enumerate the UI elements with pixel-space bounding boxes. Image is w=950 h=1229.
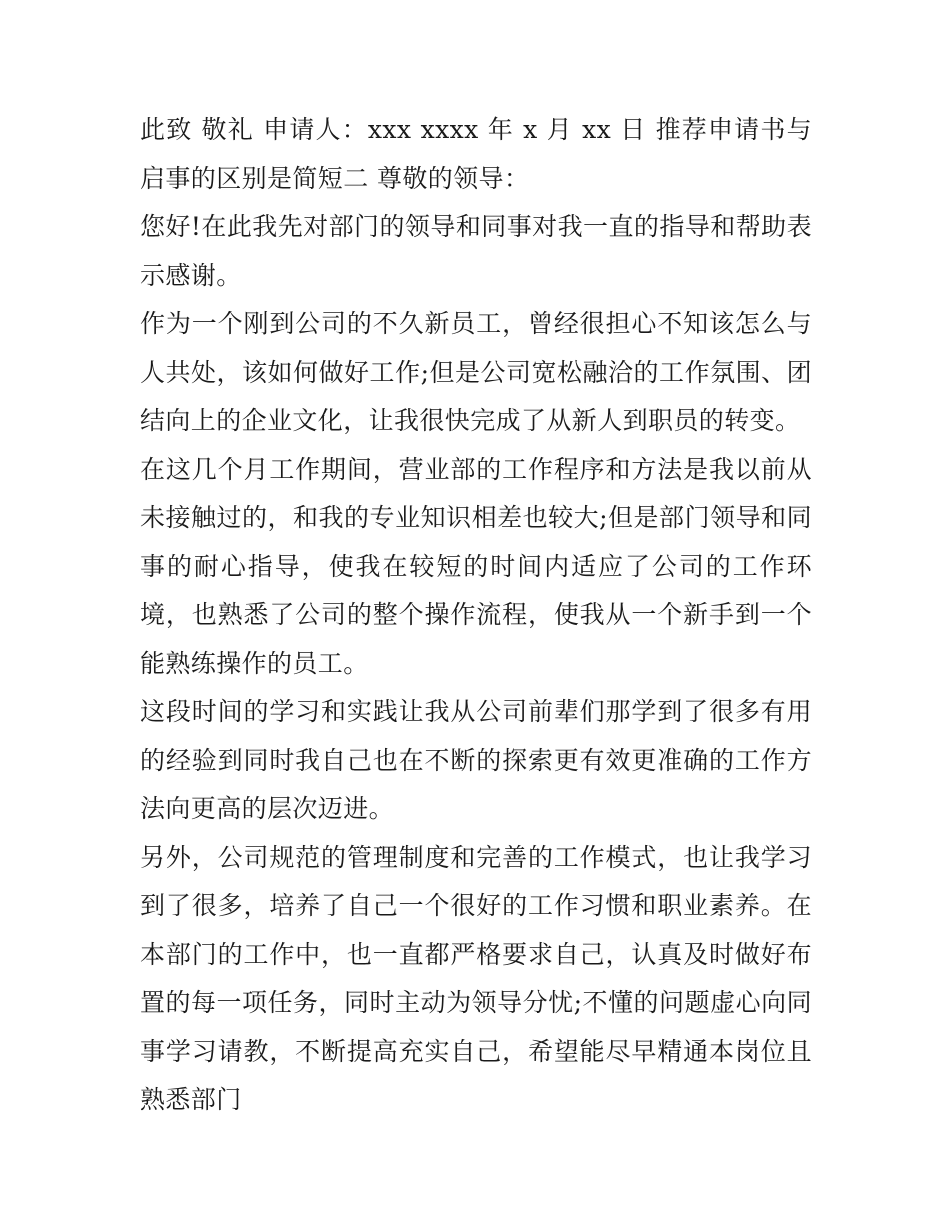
paragraph-management: 另外，公司规范的管理制度和完善的工作模式，也让我学习到了很多，培养了自己一个很好的工作习惯和职业素养。在本部门的工作中，也一直都严格要求自己，认真及时做好布置的每一项任务，同时主动为领导分忧;不懂的问题虚心向同事学习请教，不断提高充实自己，希望能尽早精通本岗位且熟悉部门 [140, 842, 812, 1114]
paragraph-work-period: 在这几个月工作期间，营业部的工作程序和方法是我以前从未接触过的，和我的专业知识相差也较大;但是部门领导和同事的耐心指导，使我在较短的时间内适应了公司的工作环境，也熟悉了公司的整个操作流程，使我从一个新手到一个能熟练操作的员工。 [140, 454, 812, 678]
paragraph-new-employee: 作为一个刚到公司的不久新员工，曾经很担心不知该怎么与人共处，该如何做好工作;但是公司宽松融洽的工作氛围、团结向上的企业文化，让我很快完成了从新人到职员的转变。 [140, 309, 812, 435]
paragraph-learning: 这段时间的学习和实践让我从公司前辈们那学到了很多有用的经验到同时我自己也在不断的探索更有效更准确的工作方法向更高的层次迈进。 [140, 697, 812, 823]
paragraph-closing-and-salutation: 此致 敬礼 申请人：xxx xxxx 年 x 月 xx 日 推荐申请书与启事的区别是简短二 尊敬的领导： [140, 115, 812, 193]
document-body [140, 106, 812, 1125]
paragraph-greeting: 您好!在此我先对部门的领导和同事对我一直的指导和帮助表示感谢。 [140, 212, 812, 290]
